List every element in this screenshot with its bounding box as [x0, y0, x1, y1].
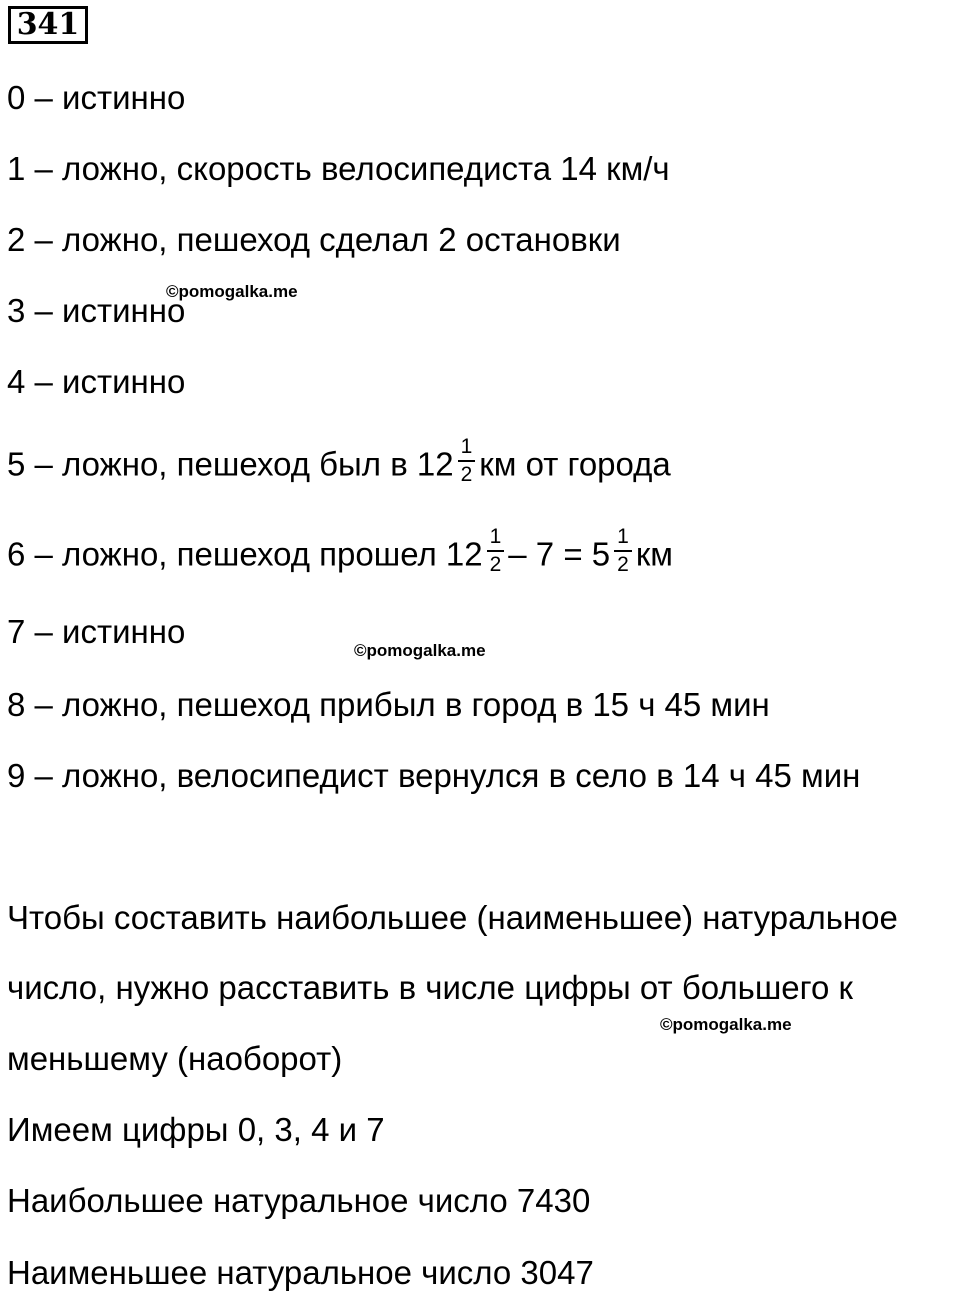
- fraction-numerator: 1: [458, 436, 476, 462]
- statement-6-after: км: [635, 535, 673, 573]
- statement-1: 1 – ложно, скорость велосипедиста 14 км/ч: [7, 150, 670, 187]
- statement-5-after: км от города: [479, 445, 671, 483]
- fraction: [487, 526, 505, 576]
- fraction-numerator: 1: [614, 526, 632, 552]
- fraction: [458, 436, 476, 486]
- statement-5-before: 5 – ложно, пешеход был в 12: [7, 445, 454, 483]
- statement-5: [7, 435, 671, 492]
- explanation-line-6: Наименьшее натуральное число 3047: [7, 1254, 594, 1291]
- fraction-denominator: 2: [460, 463, 473, 486]
- statement-8: 8 – ложно, пешеход прибыл в город в 15 ч 45 мин: [7, 686, 770, 723]
- statement-0: 0 – истинно: [7, 79, 186, 116]
- problem-number: 341: [8, 6, 88, 44]
- explanation-line-4: Имеем цифры 0, 3, 4 и 7: [7, 1111, 385, 1148]
- fraction-numerator: 1: [487, 526, 505, 552]
- fraction: [614, 526, 632, 576]
- statement-2: 2 – ложно, пешеход сделал 2 остановки: [7, 221, 621, 258]
- statement-3: 3 – истинно: [7, 292, 186, 329]
- statement-7: 7 – истинно: [7, 613, 186, 650]
- statement-6-before: 6 – ложно, пешеход прошел 12: [7, 535, 483, 573]
- watermark: ©pomogalka.me: [166, 282, 298, 301]
- statement-9: 9 – ложно, велосипедист вернулся в село в 14 ч 45 мин: [7, 757, 861, 794]
- statement-6: [7, 525, 673, 582]
- statement-6-middle: – 7 = 5: [508, 535, 611, 573]
- watermark: ©pomogalka.me: [354, 641, 486, 660]
- explanation-line-5: Наибольшее натуральное число 7430: [7, 1182, 591, 1219]
- statement-4: 4 – истинно: [7, 363, 186, 400]
- explanation-line-3: меньшему (наоборот): [7, 1040, 343, 1077]
- fraction-denominator: 2: [489, 553, 502, 576]
- watermark: ©pomogalka.me: [660, 1015, 792, 1034]
- fraction-denominator: 2: [617, 553, 629, 576]
- explanation-line-1: Чтобы составить наибольшее (наименьшее) натуральное: [7, 899, 898, 936]
- explanation-line-2: число, нужно расставить в числе цифры от большего к: [7, 969, 853, 1006]
